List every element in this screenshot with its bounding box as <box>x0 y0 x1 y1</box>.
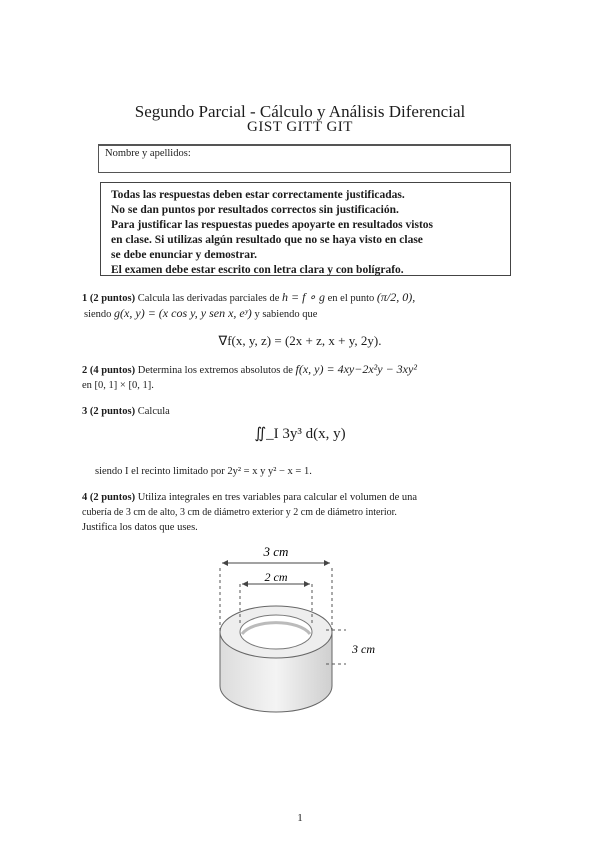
question-text: siendo <box>84 309 112 320</box>
height-label: 3 cm <box>352 642 375 656</box>
inner-diameter-label: 2 cm <box>264 570 288 584</box>
question-text: Utiliza integrales en tres variables para calcular el volumen de una <box>137 492 418 503</box>
evaluation-point: (π/2, 0), <box>376 290 416 304</box>
question-text: siendo I el recinto limitado por 2y² = x y y² − x = 1. <box>95 466 312 477</box>
question-text: en el punto <box>327 293 375 304</box>
question-text: y sabiendo que <box>254 309 318 320</box>
question-text: Calcula <box>137 406 170 417</box>
question-points: (2 puntos) <box>89 406 136 417</box>
question-points: (4 puntos) <box>89 365 136 376</box>
gradient-equation: ∇f(x, y, z) = (2x + z, x + y, 2y). <box>218 333 382 348</box>
function-h: h = f ∘ g <box>282 290 325 304</box>
question-number: 1 <box>82 293 88 304</box>
degree-programs: GIST GITT GIT <box>247 119 353 135</box>
question-text: Determina los extremos absolutos de <box>137 365 293 376</box>
instruction-line: Para justificar las respuestas puedes apoyarte en resultados vistos <box>111 219 433 231</box>
instruction-line: No se dan puntos por resultados correctos sin justificación. <box>111 204 399 216</box>
name-field-label: Nombre y apellidos: <box>105 148 191 159</box>
question-number: 3 <box>82 406 88 417</box>
question-points: (2 puntos) <box>89 293 136 304</box>
pipe-top-inner <box>240 615 312 649</box>
instruction-line: Todas las respuestas deben estar correctamente justificadas. <box>111 189 405 201</box>
exam-title: Segundo Parcial - Cálculo y Análisis Diferencial <box>134 102 466 121</box>
page-number: 1 <box>297 812 303 824</box>
question-number: 4 <box>82 492 88 503</box>
double-integral: ∬_I 3y³ d(x, y) <box>254 426 346 442</box>
question-text: Calcula las derivadas parciales de <box>137 293 280 304</box>
function-f: f(x, y) = 4xy−2x²y − 3xy² <box>295 362 417 376</box>
question-text: cubería de 3 cm de alto, 3 cm de diámetro exterior y 2 cm de diámetro interior. <box>82 507 397 518</box>
instruction-line: El examen debe estar escrito con letra clara y con bolígrafo. <box>111 264 404 276</box>
instruction-line: se debe enunciar y demostrar. <box>111 249 257 261</box>
question-number: 2 <box>82 365 88 376</box>
instruction-line: en clase. Si utilizas algún resultado que no se haya visto en clase <box>111 234 423 246</box>
question-points: (2 puntos) <box>89 492 136 503</box>
function-g: g(x, y) = (x cos y, y sen x, eʸ) <box>114 306 252 320</box>
question-text: Justifica los datos que uses. <box>82 522 198 533</box>
outer-diameter-label: 3 cm <box>263 544 289 559</box>
question-text: en [0, 1] × [0, 1]. <box>82 380 154 391</box>
